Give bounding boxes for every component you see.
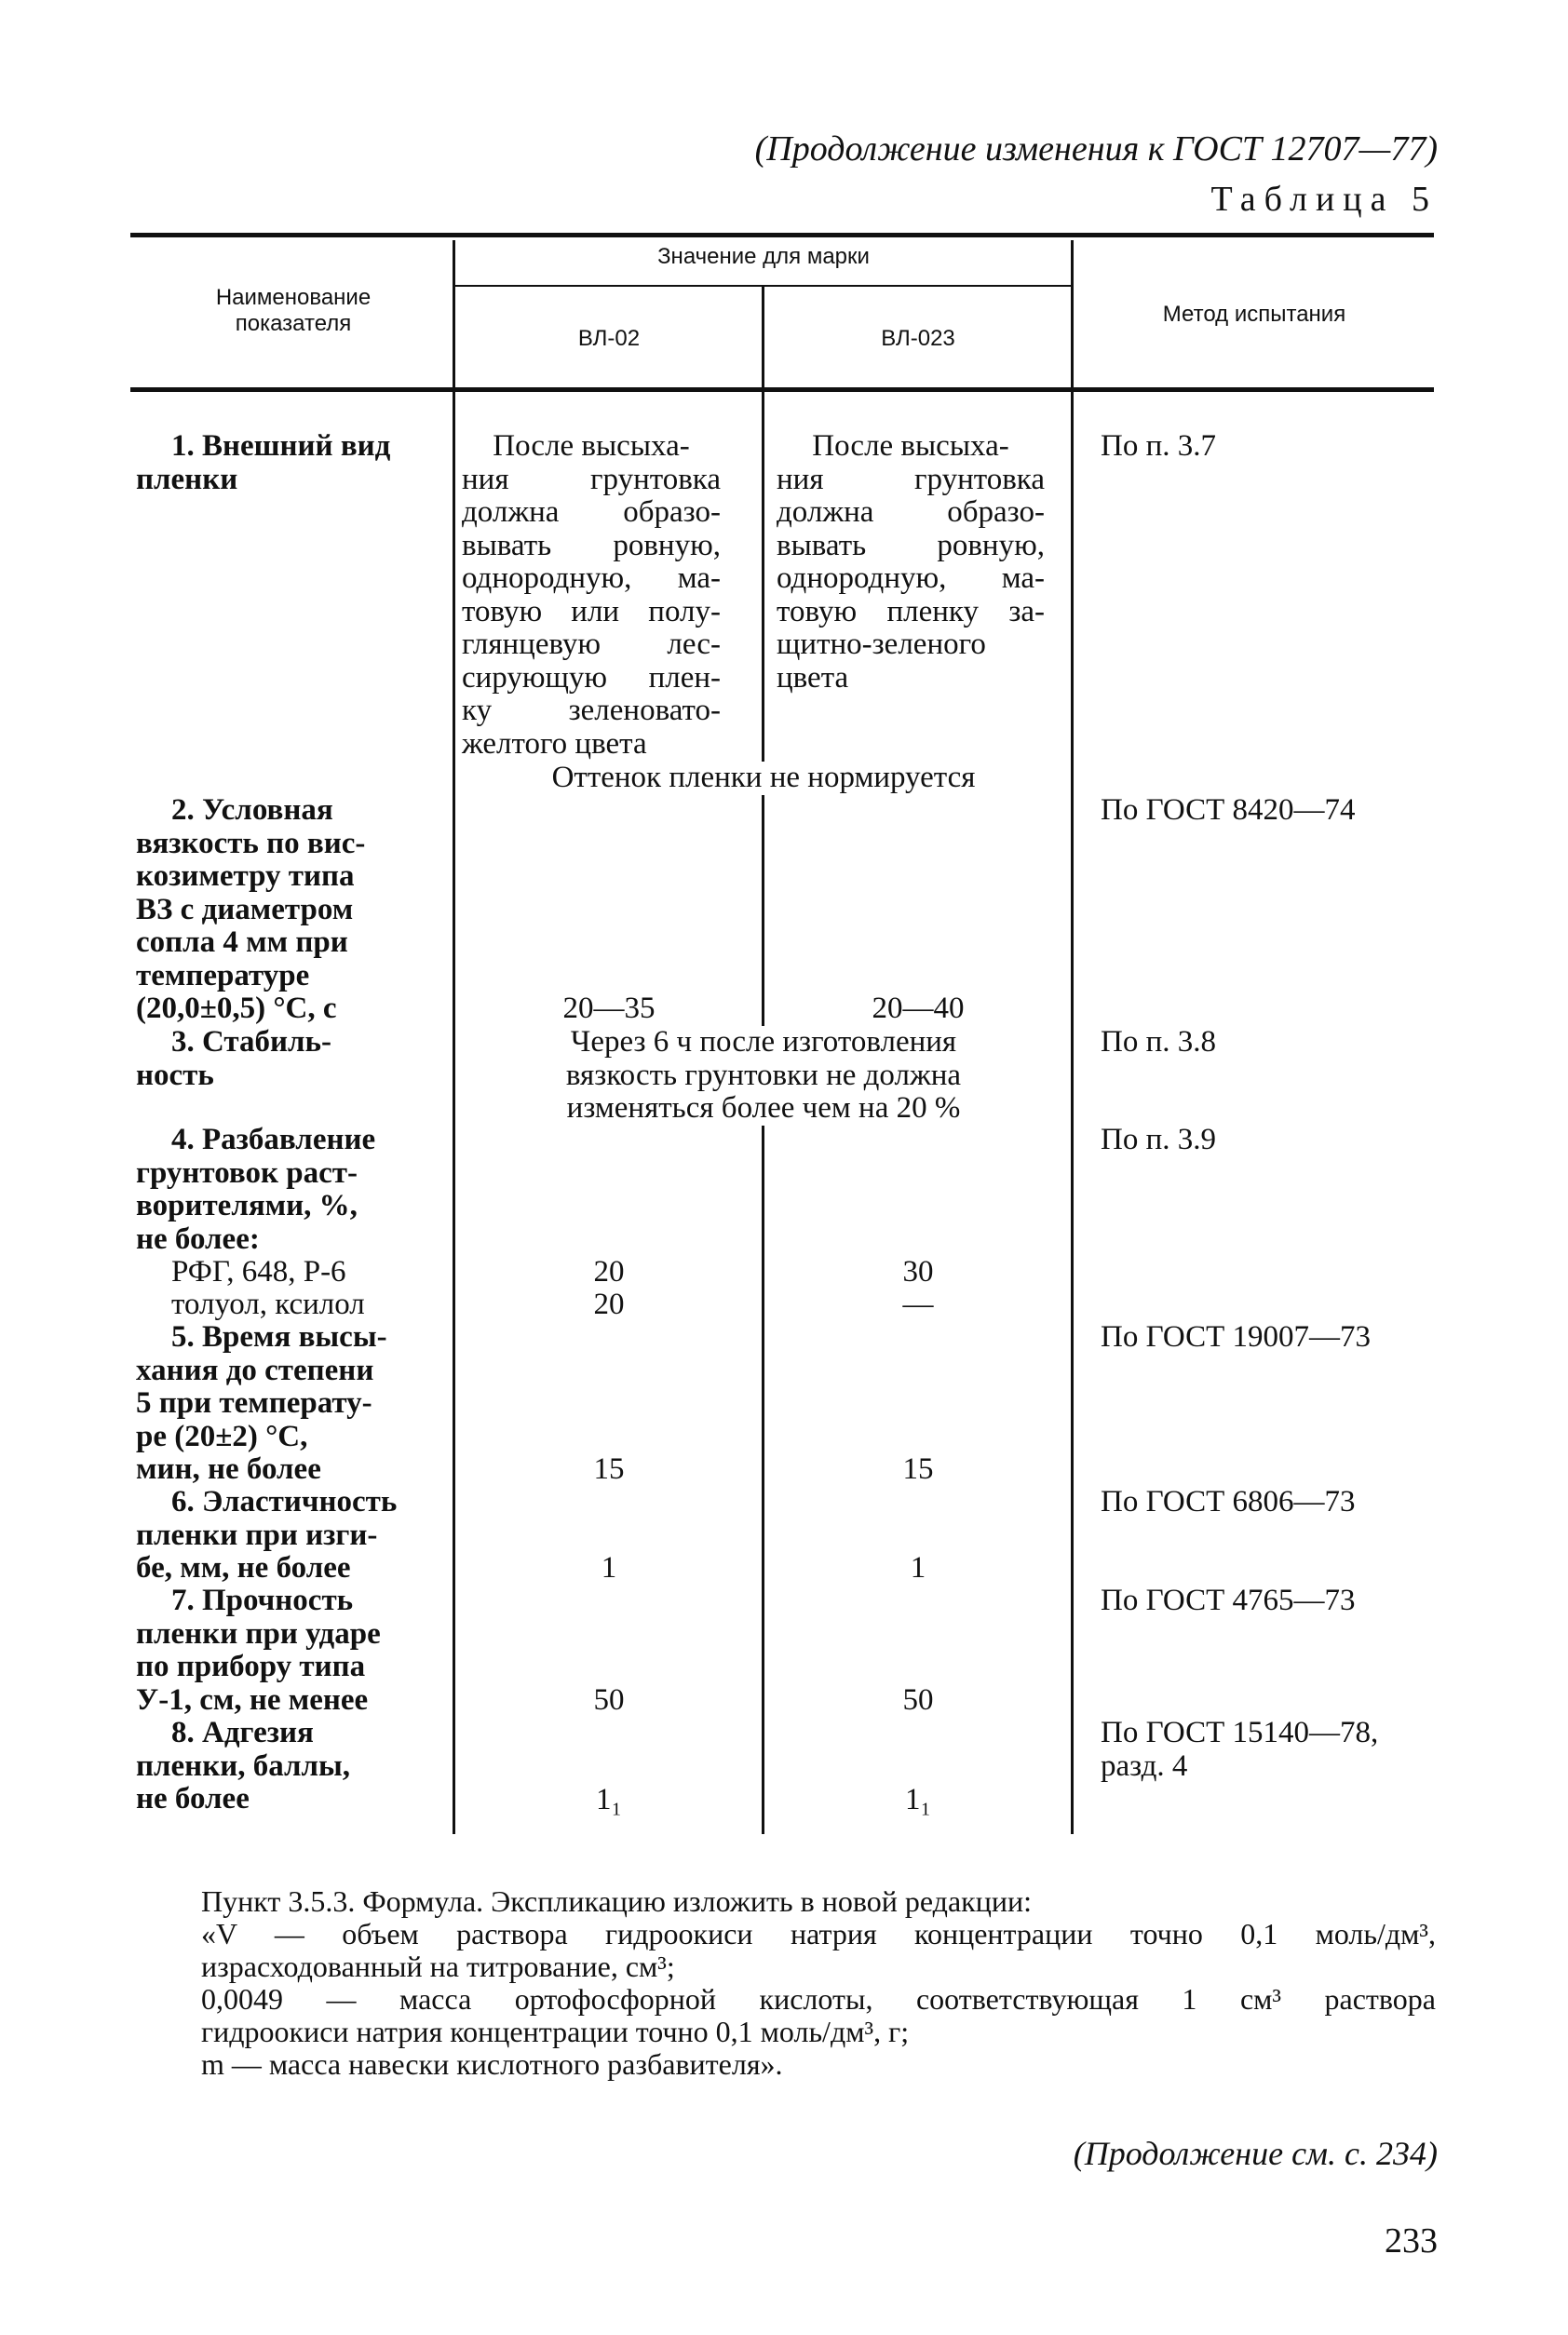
- row4-sub1-name: РФГ, 648, Р-6: [171, 1255, 346, 1289]
- row4-sub2-name: толуол, ксилол: [171, 1288, 365, 1321]
- page-number: 233: [1385, 2221, 1438, 2261]
- row1-span-note: Оттенок пленки не нормируется: [456, 762, 1071, 795]
- row1-value-vl023: После высыха- ния грунтовка должна образо- вывать ровную, однородную, ма- товую пленку за- щитно-зеленого цвета: [777, 429, 1045, 695]
- row8-value-vl02: 1₁: [595, 1783, 622, 1816]
- header-indicator: Наименование показателя: [215, 285, 372, 336]
- col-divider-3: [1071, 240, 1074, 1834]
- continuation-footer: (Продолжение см. с. 234): [1073, 2135, 1438, 2172]
- row3-method: По п. 3.8: [1101, 1025, 1216, 1059]
- row6-name: 6. Эластичность пленки при изги- бе, мм, не более: [136, 1485, 398, 1585]
- row8-method: По ГОСТ 15140—78, разд. 4: [1101, 1716, 1379, 1783]
- row1-method: По п. 3.7: [1101, 429, 1216, 463]
- header-grade-vl023: ВЛ-023: [881, 326, 955, 351]
- row8-name: 8. Адгезия пленки, баллы, не более: [136, 1716, 351, 1815]
- row4-name: 4. Разбавление грунтовок раст- ворителями, %, не более:: [136, 1123, 376, 1256]
- header-bottom-rule: [130, 387, 1434, 392]
- header-method: Метод испытания: [1162, 302, 1346, 327]
- table-label: Таблица 5: [1210, 180, 1438, 219]
- row5-value-vl02: 15: [593, 1452, 625, 1486]
- row6-value-vl02: 1: [601, 1551, 617, 1585]
- row5-name: 5. Время высы- хания до степени 5 при температу- ре (20±2) °С, мин, не более: [136, 1320, 387, 1486]
- row3-span-note: Через 6 ч после изготовления вязкость грунтовки не должна изменяться более чем на 20 %: [456, 1026, 1071, 1126]
- row5-method: По ГОСТ 19007—73: [1101, 1320, 1371, 1354]
- continuation-header: (Продолжение изменения к ГОСТ 12707—77): [754, 129, 1438, 169]
- row8-value-vl023: 1₁: [904, 1783, 931, 1816]
- row1-value-vl02: После высыха- ния грунтовка должна образо- вывать ровную, однородную, ма- товую или полу- глянцевую лес- сирующую плен- ку зеленовато- желтого цвета: [462, 429, 721, 761]
- row4-sub2-value-vl02: 20: [593, 1288, 625, 1321]
- row7-name: 7. Прочность пленки при ударе по прибору типа У-1, см, не менее: [136, 1584, 381, 1717]
- col-divider-1: [453, 240, 455, 1834]
- amendment-text: Пункт 3.5.3. Формула. Экспликацию изложить в новой редакции: «V — объем раствора гидроокиси натрия концентрации точно 0,1 моль/дм³, израсходованный на титрование, см³; 0,0049 — масса ортофосфорной кислоты, соответствующая 1 см³ раствора гидроокиси натрия концентрации точно 0,1 моль/дм³, г; m — масса навески кислотного разбавителя».: [201, 1884, 1436, 2081]
- table-top-rule: [130, 233, 1434, 237]
- header-grade-vl02: ВЛ-02: [577, 326, 641, 351]
- row2-name: 2. Условная вязкость по вис- козиметру типа ВЗ с диаметром сопла 4 мм при температуре (20,0±0,5) °С, с: [136, 793, 366, 1025]
- row2-value-vl023: 20—40: [872, 992, 965, 1025]
- row6-value-vl023: 1: [910, 1551, 926, 1585]
- row4-sub1-value-vl023: 30: [902, 1255, 934, 1289]
- row3-name: 3. Стабиль- ность: [136, 1025, 331, 1092]
- row4-method: По п. 3.9: [1101, 1123, 1216, 1156]
- row4-sub1-value-vl02: 20: [593, 1255, 625, 1289]
- row2-method: По ГОСТ 8420—74: [1101, 793, 1356, 827]
- row1-name: 1. Внешний вид пленки: [136, 429, 391, 496]
- row7-value-vl023: 50: [902, 1683, 934, 1717]
- row5-value-vl023: 15: [902, 1452, 934, 1486]
- row4-sub2-value-vl023: —: [902, 1288, 934, 1321]
- header-value-group: Значение для марки: [657, 244, 870, 269]
- row7-value-vl02: 50: [593, 1683, 625, 1717]
- row2-value-vl02: 20—35: [562, 992, 656, 1025]
- row7-method: По ГОСТ 4765—73: [1101, 1584, 1356, 1617]
- row6-method: По ГОСТ 6806—73: [1101, 1485, 1356, 1518]
